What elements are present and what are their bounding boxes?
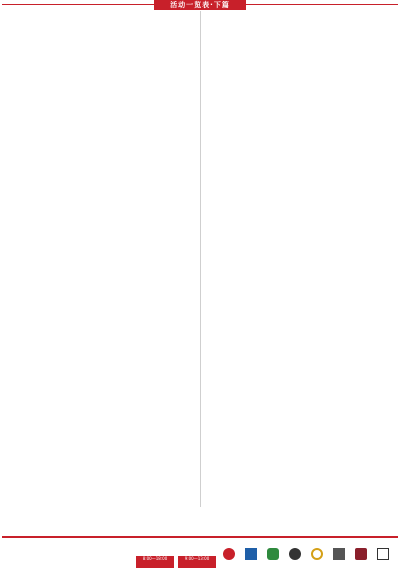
logo-mark-icon xyxy=(333,548,345,560)
logo-mark-icon xyxy=(223,548,235,560)
logo-mark-icon xyxy=(289,548,301,560)
footer xyxy=(2,536,398,574)
schedule-grid xyxy=(2,11,398,507)
organizer-logo xyxy=(242,546,260,564)
organizer-logo xyxy=(374,546,392,564)
organizer-logo xyxy=(220,546,238,564)
schedule-column-right xyxy=(202,11,398,507)
logo-mark-icon xyxy=(245,548,257,560)
expo-date-second: 9:00—13:00 xyxy=(178,556,216,568)
expo-dates xyxy=(136,556,216,568)
organizer-logo xyxy=(308,546,326,564)
organizer-logo xyxy=(330,546,348,564)
notice-paragraph xyxy=(200,508,396,534)
column-divider xyxy=(200,11,201,507)
logo-mark-icon xyxy=(377,548,389,560)
logo-mark-icon xyxy=(355,548,367,560)
schedule-column-left xyxy=(2,11,198,507)
organizer-logo xyxy=(352,546,370,564)
logo-mark-icon xyxy=(267,548,279,560)
organizer-logo xyxy=(286,546,304,564)
banner-title: 活动一览表·下篇 xyxy=(154,0,246,10)
expo-date-first: 8:00—18:00 xyxy=(136,556,174,568)
expo-info xyxy=(136,542,216,570)
section-banner xyxy=(0,0,400,10)
banner-rule-left xyxy=(2,4,154,5)
banner-rule-right xyxy=(246,4,398,5)
organizer-logos xyxy=(220,546,398,568)
logo-mark-icon xyxy=(311,548,323,560)
organizer-logo xyxy=(264,546,282,564)
